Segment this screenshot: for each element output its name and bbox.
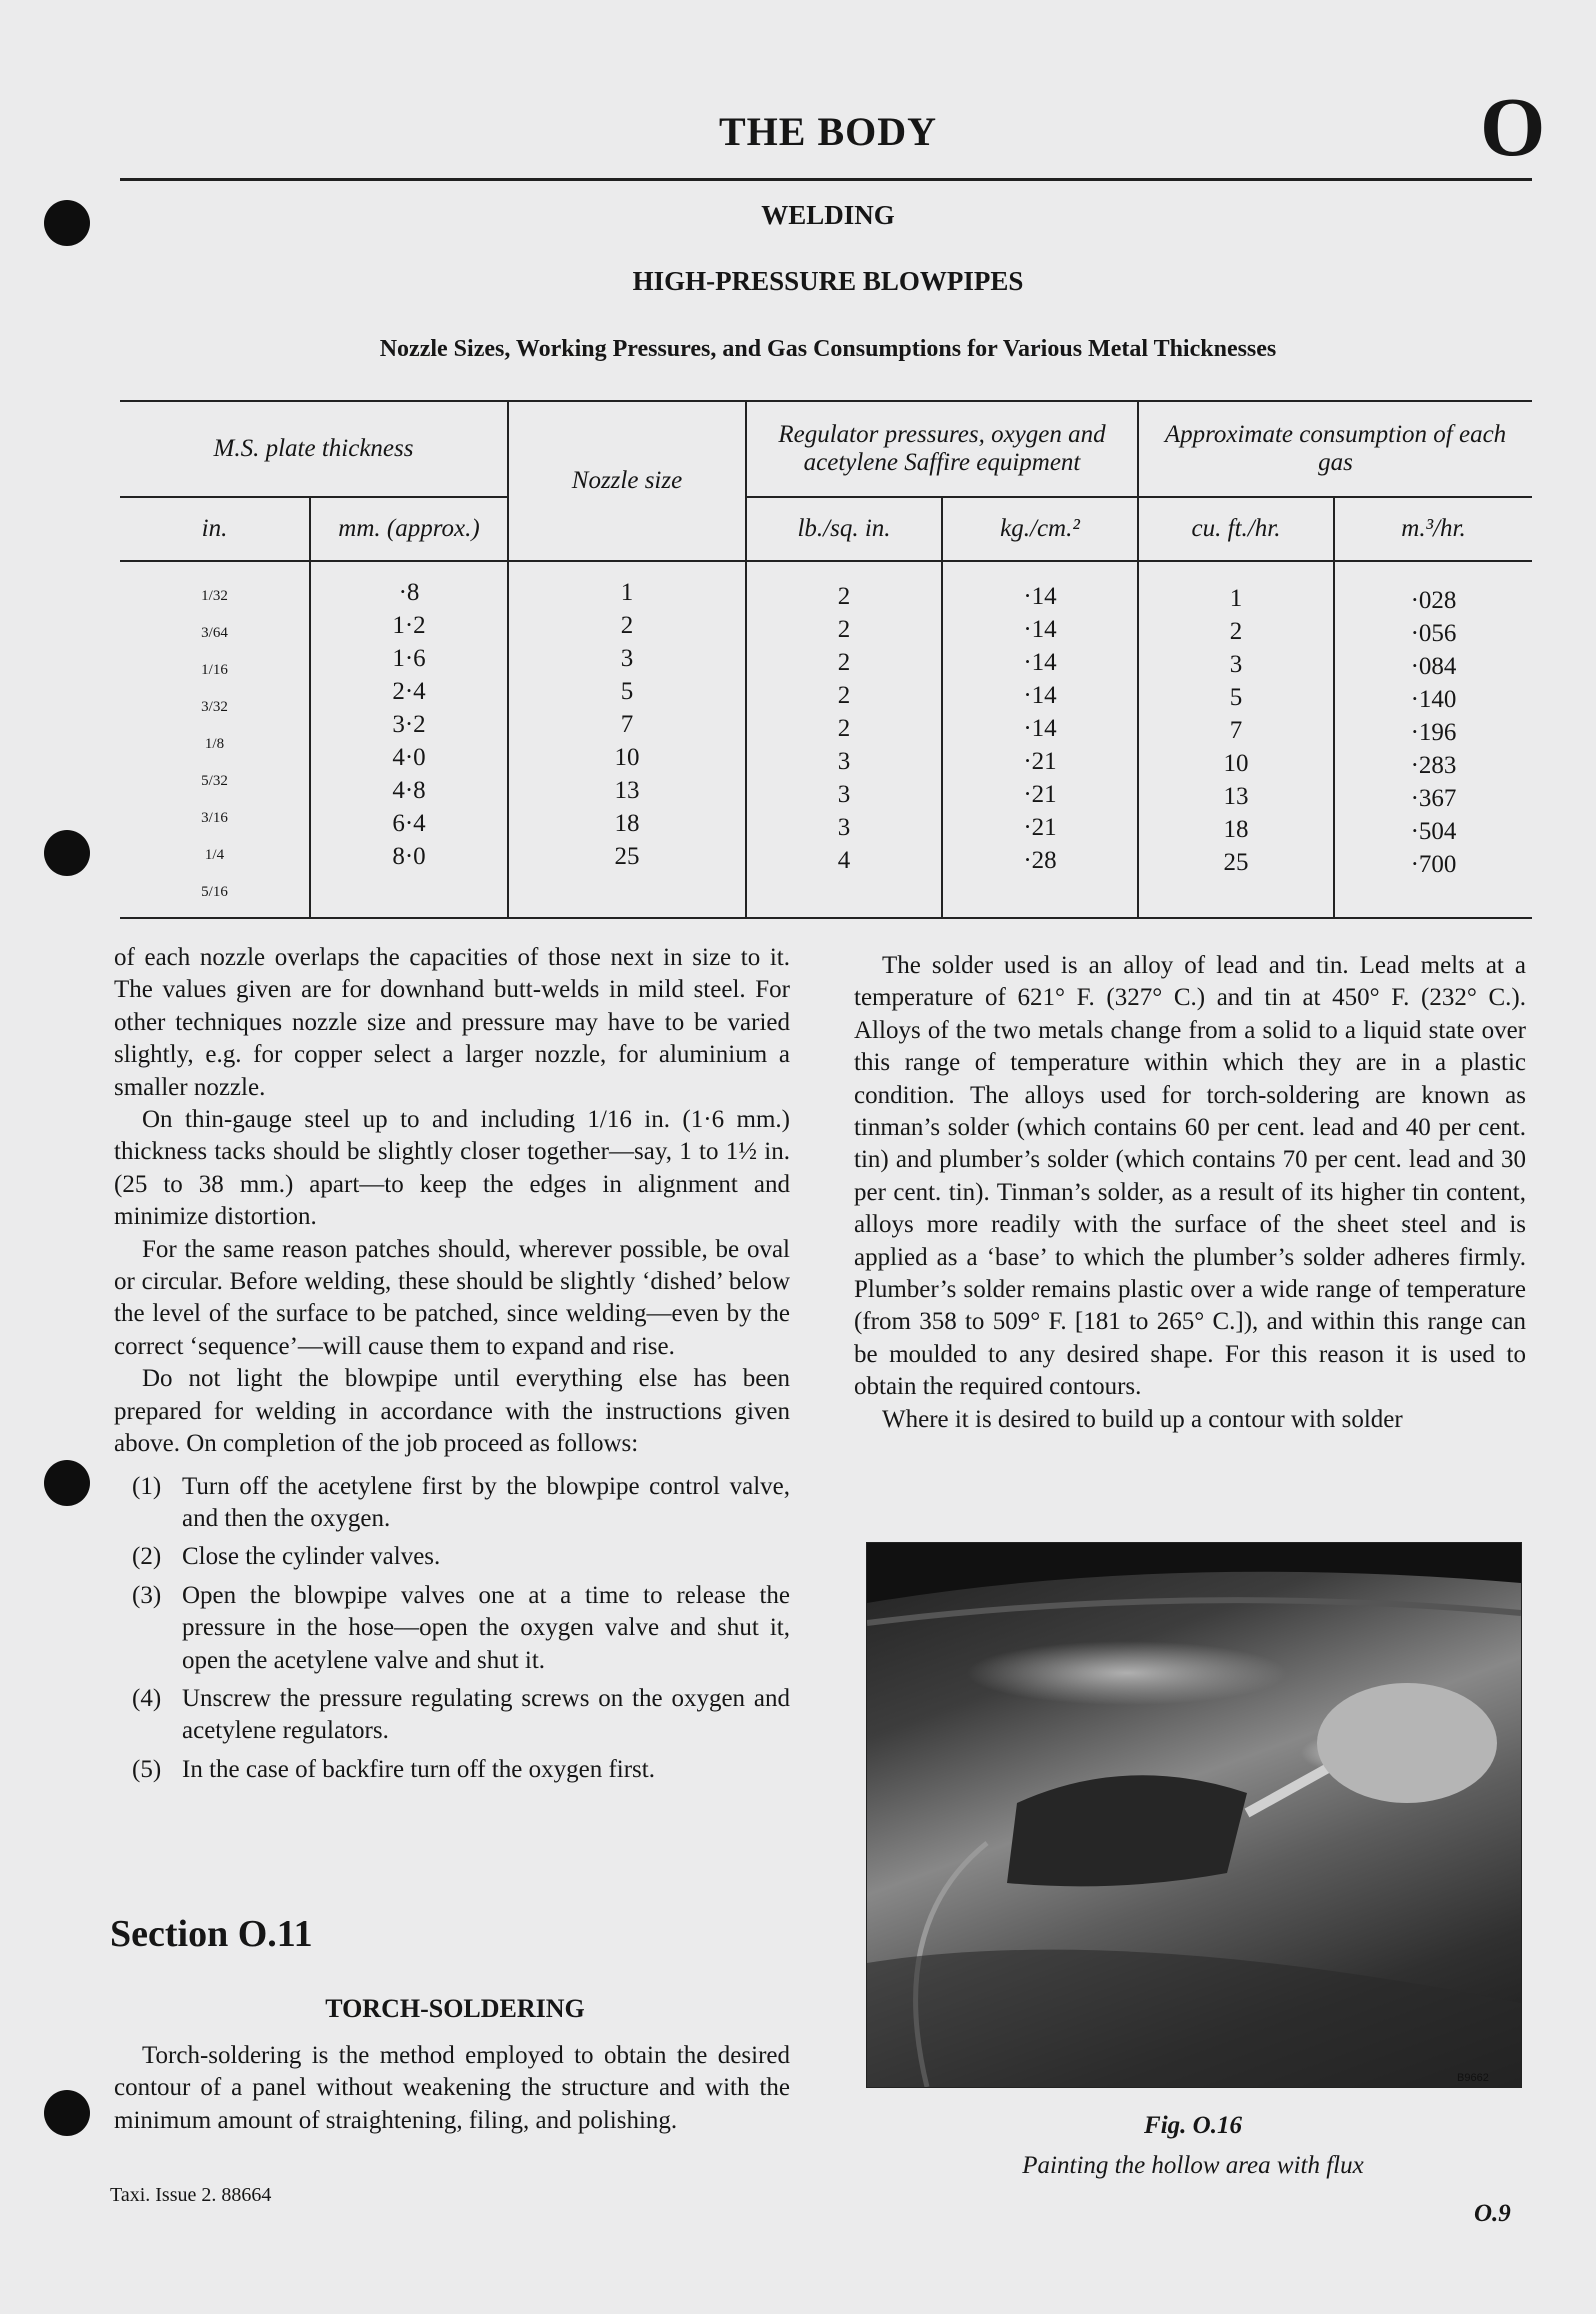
header-cuft: cu. ft./hr. [1138, 497, 1334, 561]
step-item: (2) Close the cylinder valves. [132, 1543, 441, 1571]
in-cell: 1/4 [204, 847, 225, 863]
header-plate-thickness: M.S. plate thickness [120, 401, 508, 497]
mm-cell: 4·8 [392, 777, 426, 804]
cuft-cell: 25 [1223, 849, 1249, 876]
soldering-intro [114, 2040, 790, 2137]
mm-cell: ·8 [398, 579, 420, 606]
kg-cell: ·21 [1023, 781, 1057, 808]
in-cell: 1/8 [204, 736, 225, 752]
step-item: (3) Open the blowpipe valves one at a time to release the pressure in the hose—open the oxygen valve and shut it, open the acetylene valve and shut it. [132, 1581, 790, 1674]
in-cell: 3/32 [201, 699, 228, 715]
m3-cell: ·504 [1410, 818, 1457, 845]
mm-cell: 4·0 [392, 744, 426, 771]
figure-number: Fig. O.16 [1144, 2112, 1242, 2139]
left-column [114, 942, 790, 1792]
nozzle-cell: 3 [620, 645, 634, 672]
header-regulator: Regulator pressures, oxygen and acetylene Saffire equipment [746, 401, 1138, 497]
cuft-cell: 10 [1223, 750, 1249, 777]
photo-illustration [867, 1543, 1521, 2087]
nozzle-cell: 2 [620, 612, 634, 639]
kg-cell: ·14 [1023, 616, 1057, 643]
header-kg: kg./cm.² [942, 497, 1138, 561]
kg-cell: ·28 [1023, 847, 1057, 874]
m3-cell: ·367 [1410, 785, 1457, 812]
section-letter: O [1480, 81, 1546, 174]
blowpipes-heading: HIGH-PRESSURE BLOWPIPES [632, 266, 1024, 296]
punch-hole [44, 1460, 90, 1506]
paragraph: The solder used is an alloy of lead and tin. Lead melts at a temperature of 621° F. (327° C.) and tin at 450° F. (232° C.). Alloys of the two metals change from a solid to a liquid state over this range of temperature within which they are in a plastic condition. The alloys used for torch-soldering are known as tinman’s solder (which contains 60 per cent. lead and 40 per cent. tin) and plumber’s solder (which contains 70 per cent. lead and 30 per cent. tin). Tinman’s solder, as a result of its higher tin content, alloys more readily with the surface of the sheet steel and is applied as a ‘base’ to which the plumber’s solder adheres firmly. Plumber’s solder remains plastic over a wide range of temperature (from 358 to 509° F. [181 to 265° C.]), and within this range can be moulded to any desired shape. For this reason it is used to obtain the required contours. [854, 952, 1526, 1401]
in-cell: 5/32 [201, 773, 228, 789]
header-lb: lb./sq. in. [746, 497, 942, 561]
header-mm: mm. (approx.) [310, 497, 508, 561]
figure-caption: Painting the hollow area with flux [1022, 2152, 1364, 2179]
kg-cell: ·14 [1023, 583, 1057, 610]
photo-code: B9662 [1457, 2072, 1489, 2084]
cuft-cell: 13 [1223, 783, 1249, 810]
header-nozzle-size: Nozzle size [508, 401, 746, 561]
lb-cell: 2 [837, 682, 851, 709]
page-number: O.9 [1474, 2200, 1511, 2227]
mm-cell: 8·0 [392, 843, 426, 870]
paragraph: Do not light the blowpipe until everything else has been prepared for welding in accordance with the instructions given above. On completion of the job proceed as follows: [114, 1365, 790, 1458]
kg-cell: ·21 [1023, 814, 1057, 841]
paragraph: Torch-soldering is the method employed to obtain the desired contour of a panel without weakening the structure and with the minimum amount of straightening, filing, and polishing. [114, 2042, 790, 2134]
table-subtitle: Nozzle Sizes, Working Pressures, and Gas Consumptions for Various Metal Thicknesses [379, 336, 1277, 362]
header-m3: m.³/hr. [1334, 497, 1532, 561]
m3-cell: ·084 [1410, 653, 1457, 680]
figure-photo [866, 1542, 1522, 2088]
mm-cell: 6·4 [392, 810, 426, 837]
right-column [854, 950, 1526, 1436]
mm-cell: 1·2 [392, 612, 426, 639]
header-in: in. [120, 497, 310, 561]
m3-cell: ·028 [1410, 587, 1457, 614]
lb-cell: 3 [837, 814, 851, 841]
cuft-cell: 18 [1223, 816, 1249, 843]
lb-cell: 4 [837, 847, 851, 874]
in-cell: 1/32 [201, 588, 228, 604]
lb-cell: 3 [837, 748, 851, 775]
page-title: THE BODY [718, 109, 938, 154]
paragraph: Where it is desired to build up a contour with solder [882, 1405, 1403, 1433]
section-title: Section O.11 [110, 1913, 313, 1955]
header-rule [120, 178, 1532, 181]
lb-cell: 3 [837, 781, 851, 808]
step-item: (1) Turn off the acetylene first by the blowpipe control valve, and then the oxygen. [132, 1472, 790, 1532]
in-cell: 1/16 [201, 662, 228, 678]
cuft-cell: 2 [1229, 618, 1243, 645]
nozzle-cell: 18 [614, 810, 640, 837]
m3-cell: ·196 [1410, 719, 1457, 746]
mm-cell: 2·4 [392, 678, 426, 705]
lb-cell: 2 [837, 583, 851, 610]
punch-hole [44, 830, 90, 876]
cuft-cell: 7 [1229, 717, 1243, 744]
step-item: (5) In the case of backfire turn off the oxygen first. [132, 1755, 655, 1783]
m3-cell: ·700 [1410, 851, 1457, 878]
nozzle-cell: 13 [614, 777, 640, 804]
nozzle-cell: 25 [614, 843, 640, 870]
kg-cell: ·14 [1023, 715, 1057, 742]
m3-cell: ·056 [1410, 620, 1457, 647]
in-cell: 5/16 [201, 884, 228, 900]
lb-cell: 2 [837, 715, 851, 742]
kg-cell: ·14 [1023, 649, 1057, 676]
m3-cell: ·283 [1410, 752, 1457, 779]
lb-cell: 2 [837, 649, 851, 676]
kg-cell: ·14 [1023, 682, 1057, 709]
paragraph: On thin-gauge steel up to and including 1/16 in. (1·6 mm.) thickness tacks should be slightly closer together—say, 1 to 1½ in. (25 to 38 mm.) apart—to keep the edges in alignment and minimize distortion. [114, 1106, 790, 1231]
mm-cell: 1·6 [392, 645, 426, 672]
nozzle-cell: 7 [620, 711, 634, 738]
nozzle-cell: 10 [614, 744, 640, 771]
header-consumption: Approximate consumption of each gas [1138, 401, 1532, 497]
nozzle-cell: 5 [620, 678, 634, 705]
in-cell: 3/16 [201, 810, 228, 826]
m3-cell: ·140 [1410, 686, 1457, 713]
mm-cell: 3·2 [392, 711, 426, 738]
paragraph: of each nozzle overlaps the capacities of those next in size to it. The values given are for downhand butt-welds in mild steel. For other techniques nozzle size and pressure may have to be varied slightly, e.g. for copper select a larger nozzle, for aluminium a smaller nozzle. [114, 944, 790, 1101]
nozzle-cell: 1 [620, 579, 634, 606]
paragraph: For the same reason patches should, wherever possible, be oval or circular. Before welding, these should be slightly ‘dished’ below the level of the surface to be patched, since welding—even by the correct ‘sequence’—will cause them to expand and rise. [114, 1235, 790, 1360]
cuft-cell: 5 [1229, 684, 1243, 711]
torch-soldering-heading: TORCH-SOLDERING [325, 1994, 585, 2023]
nozzle-table [120, 400, 1532, 919]
footer-issue: Taxi. Issue 2. 88664 [110, 2184, 272, 2206]
kg-cell: ·21 [1023, 748, 1057, 775]
cuft-cell: 1 [1229, 585, 1243, 612]
welding-heading: WELDING [761, 200, 895, 230]
punch-hole [44, 2090, 90, 2136]
step-item: (4) Unscrew the pressure regulating screws on the oxygen and acetylene regulators. [132, 1684, 790, 1745]
in-cell: 3/64 [201, 625, 228, 641]
cuft-cell: 3 [1229, 651, 1243, 678]
lb-cell: 2 [837, 616, 851, 643]
